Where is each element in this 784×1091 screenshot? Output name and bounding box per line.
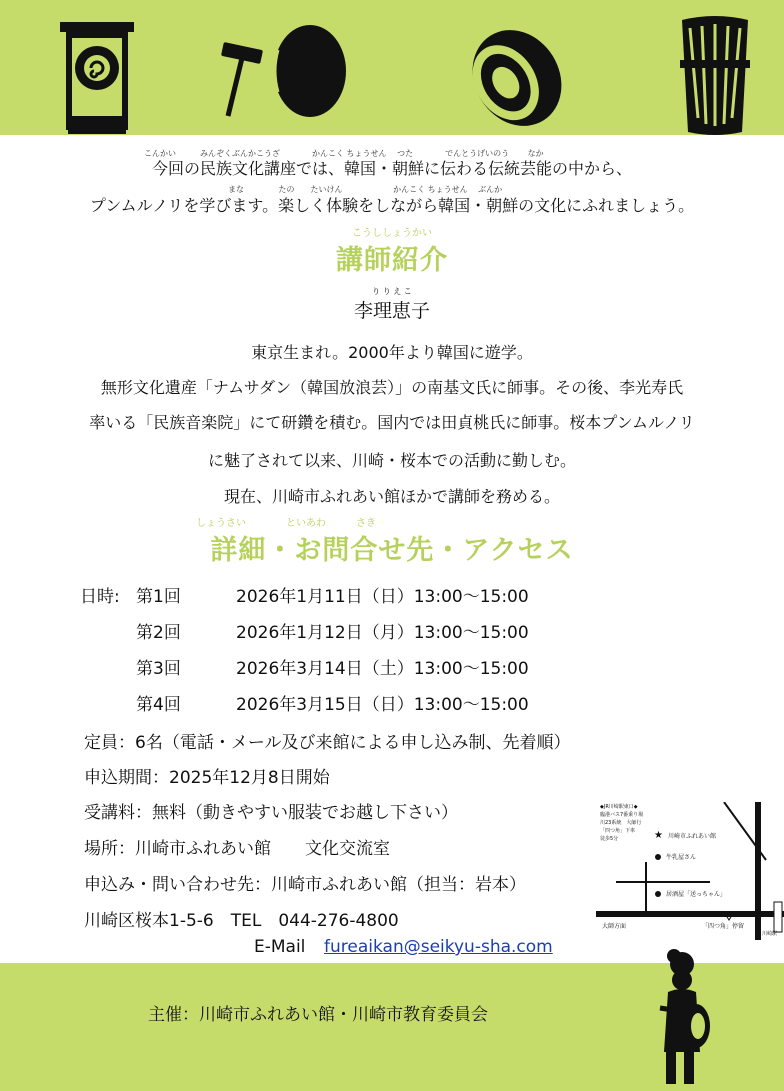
access-map: [596, 802, 784, 940]
place-text: 場所：川崎市ふれあい館 文化交流室: [84, 839, 390, 859]
capacity-text: 定員：6名（電話・メール及び来館による申し込み制、先着順）: [84, 733, 571, 753]
map-label-fureaikan: 川崎市ふれあい館: [668, 833, 717, 840]
instructor-heading-ruby: こうししょうかい: [352, 228, 432, 239]
map-legend-3: 川23系統 大師行: [600, 820, 642, 826]
map-label-bus-stop: 「四つ角」停留: [702, 923, 745, 930]
map-legend-5: 徒歩5分: [600, 836, 619, 842]
session-2-time: 2026年1月12日（月）13:00～15:00: [236, 623, 529, 643]
sponsor-text: 主催：川崎市ふれあい館・川崎市教育委員会: [148, 1005, 488, 1025]
instructor-name: 李理恵子: [353, 300, 430, 322]
map-legend-2: 臨港バス7番乗り場: [600, 812, 644, 818]
address-phone: 川崎区桜本1-5-6 TEL 044-276-4800: [84, 911, 399, 931]
dancer-icon: [650, 948, 720, 1088]
hammer-icon: [216, 40, 268, 120]
contact-text: 申込み・問い合わせ先：川崎市ふれあい館（担当：岩本）: [84, 875, 526, 895]
session-3-num: 第3回: [136, 659, 181, 679]
map-label-daishi: 大師方面: [602, 923, 627, 930]
instructor-heading: 講師紹介: [336, 245, 448, 276]
session-3-time: 2026年3月14日（土）13:00～15:00: [236, 659, 529, 679]
session-4-num: 第4回: [136, 695, 181, 715]
fee-text: 受講料：無料（動きやすい服装でお越し下さい）: [84, 803, 458, 823]
gong-icon: [58, 18, 136, 140]
map-label-izakaya: 居酒屋「送っちゃん」: [666, 891, 727, 898]
session-2-num: 第2回: [136, 623, 181, 643]
bio-line-3: 率いる「民族音楽院」にて研鑽を積む。国内では田貞桃氏に師事。桜本プンムルノリ: [89, 413, 695, 432]
barrel-drum-icon: [455, 16, 579, 140]
tall-drum-icon: [676, 14, 754, 138]
intro-line-1: 今回の民族文化講座では、韓国・朝鮮に伝わる伝統芸能の中から、: [151, 159, 632, 178]
map-label-station: 川崎駅: [762, 931, 778, 937]
intro-ruby-2: まな たの たいけん かんこく ちょうせん ぶんか: [228, 185, 503, 194]
email-label: E-Mail: [254, 937, 306, 957]
session-4-time: 2026年3月15日（日）13:00～15:00: [236, 695, 529, 715]
hand-drum-icon: [268, 20, 356, 122]
bio-line-1: 東京生まれ。2000年より韓国に遊学。: [251, 343, 533, 362]
bio-line-5: 現在、川崎市ふれあい館ほかで講師を務める。: [223, 487, 560, 506]
email-link[interactable]: fureaikan@seikyu-sha.com: [324, 937, 553, 957]
bio-line-4: に魅了されて以来、川崎・桜本での活動に勤しむ。: [207, 451, 576, 470]
map-legend-1: ◆JR川崎駅東口◆: [600, 804, 638, 810]
bio-line-2: 無形文化遺産「ナムサダン（韓国放浪芸）」の南基文氏に師事。その後、李光寿氏: [100, 378, 684, 397]
session-1-time: 2026年1月11日（日）13:00～15:00: [236, 587, 529, 607]
session-1-num: 第1回: [136, 587, 181, 607]
svg-text:★: ★: [654, 830, 663, 841]
details-heading: 詳細・お問合せ先・アクセス: [210, 535, 574, 566]
intro-line-2: プンムルノリを学びます。楽しく体験をしながら韓国・朝鮮の文化にふれましょう。: [89, 196, 695, 215]
map-legend-4: 「四つ角」下車: [600, 828, 636, 834]
instructor-name-ruby: り り え こ: [372, 287, 412, 296]
map-label-milk-shop: 牛乳屋さん: [666, 854, 697, 861]
intro-ruby: こんかい みんぞくぶんかこうざ かんこく ちょうせん つた でんとうげいのう なか: [144, 149, 544, 158]
date-label: 日時:: [80, 587, 120, 607]
details-heading-ruby: しょうさい といあわ さき: [196, 518, 376, 529]
application-period: 申込期間：2025年12月8日開始: [84, 768, 330, 788]
